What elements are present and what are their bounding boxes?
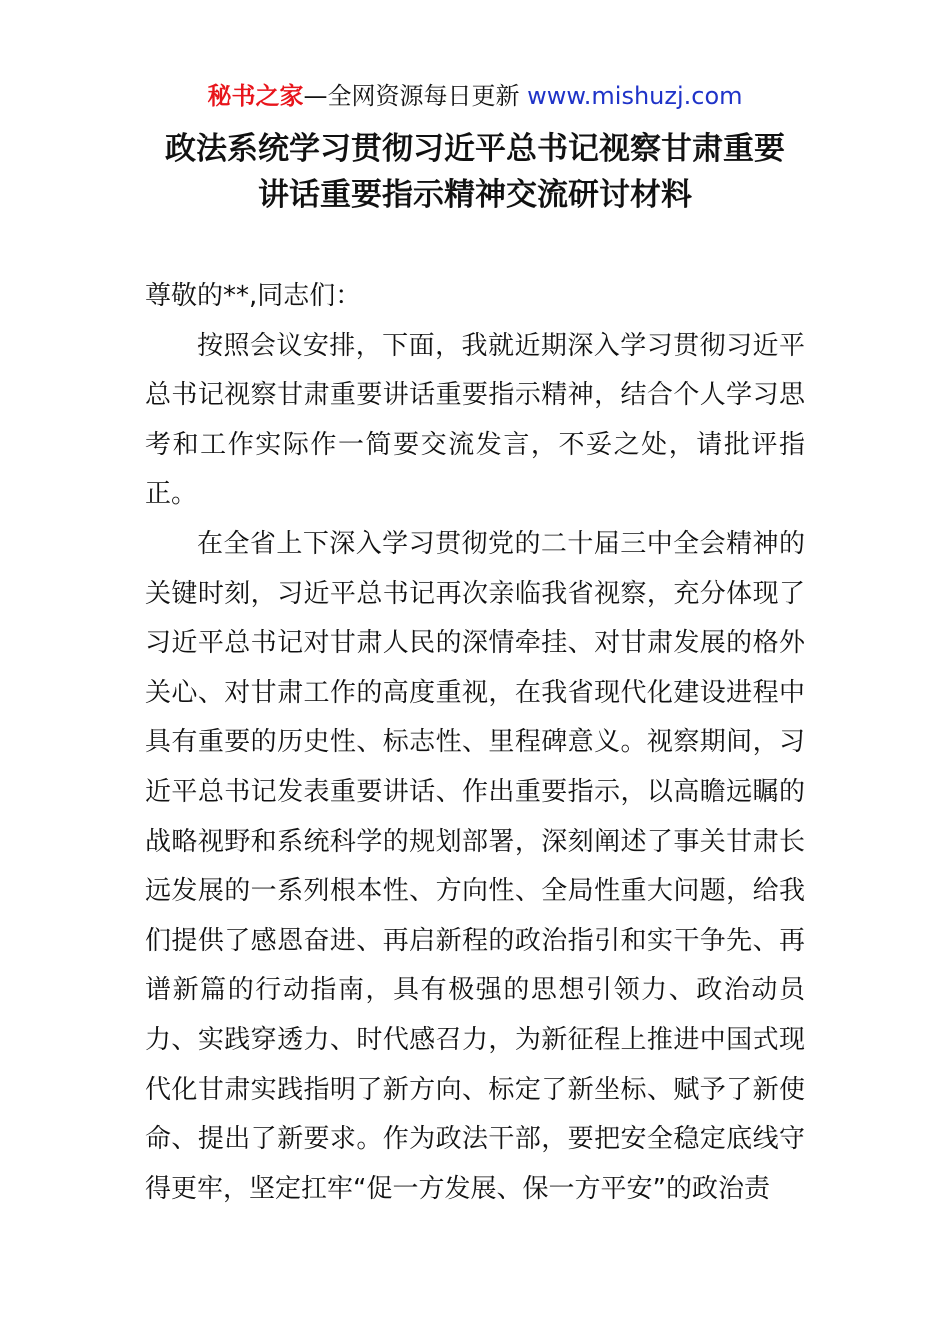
title-line-1: 政法系统学习贯彻习近平总书记视察甘肃重要 xyxy=(165,131,785,167)
paragraph-2: 在全省上下深入学习贯彻党的二十届三中全会精神的关键时刻，习近平总书记再次亲临我省视察，充分体现了习近平总书记对甘肃人民的深情牵挂、对甘肃发展的格外关心、对甘肃工作的高度重视，在我省现代化建设进程中具有重要的历史性、标志性、里程碑意义。视察期间，习近平总书记发表重要讲话、作出重要指示，以高瞻远瞩的战略视野和系统科学的规划部署，深刻阐述了事关甘肃长远发展的一系列根本性、方向性、全局性重大问题，给我们提供了感恩奋进、再启新程的政治指引和实干争先、再谱新篇的行动指南，具有极强的思想引领力、政治动员力、实践穿透力、时代感召力，为新征程上推进中国式现代化甘肃实践指明了新方向、标定了新坐标、赋予了新使命、提出了新要求。作为政法干部，要把安全稳定底线守得更牢，坚定扛牢“促一方发展、保一方平安”的政治责 xyxy=(145,528,805,1204)
title-line-2: 讲话重要指示精神交流研讨材料 xyxy=(258,177,692,213)
document-body xyxy=(145,272,805,1214)
site-brand: 秘书之家 xyxy=(207,82,304,110)
paragraph-1: 按照会议安排，下面，我就近期深入学习贯彻习近平总书记视察甘肃重要讲话重要指示精神，结合个人学习思考和工作实际作一简要交流发言，不妥之处，请批评指正。 xyxy=(145,330,805,510)
salutation: 尊敬的**,同志们： xyxy=(145,281,362,311)
site-tagline: —全网资源每日更新 xyxy=(303,82,520,110)
site-header xyxy=(0,80,950,112)
site-url-link[interactable]: www.mishuzj.com xyxy=(527,82,743,110)
document-title xyxy=(0,126,950,218)
